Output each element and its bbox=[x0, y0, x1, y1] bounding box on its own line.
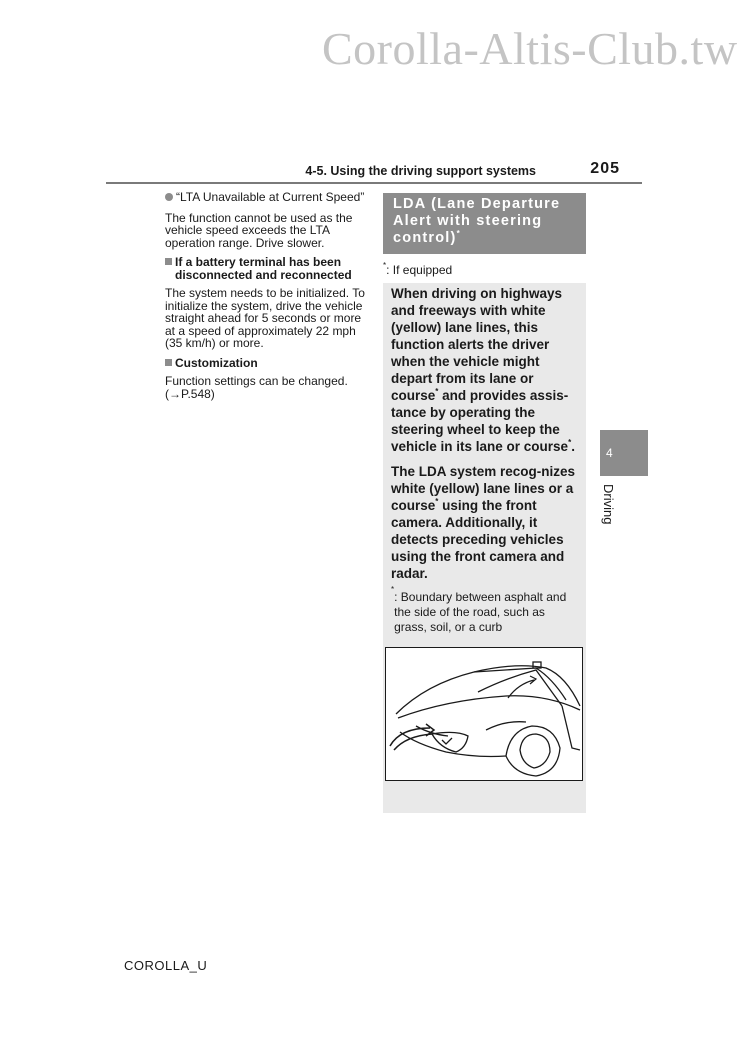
customization-paragraph bbox=[165, 375, 370, 400]
battery-paragraph: The system needs to be initialized. To initialize the system, drive the vehicle straight ahead for 5 seconds or more at a speed of approximately 22 mph (35 km/h) or more. bbox=[165, 286, 365, 350]
right-column bbox=[383, 193, 586, 813]
footnote-text: : Boundary between asphalt and the side of the road, such as grass, soil, or a curb bbox=[394, 590, 567, 634]
description-paragraph-1 bbox=[391, 285, 578, 455]
description-2-part-b: using the front camera. Additionally, it detects preceding vehicles using the front camera and radar. bbox=[391, 498, 565, 581]
car-illustration bbox=[385, 647, 583, 781]
description-2-part-a: The LDA system recog-nizes white (yellow) lane lines or a course bbox=[391, 464, 576, 513]
lda-title-box bbox=[383, 193, 586, 254]
page-reference-link[interactable]: (→P.548) bbox=[165, 386, 215, 401]
battery-heading-text: If a battery terminal has been disconnected and reconnected bbox=[175, 255, 352, 282]
title-line-3-wrap bbox=[393, 230, 576, 247]
chapter-number: 4 bbox=[606, 446, 613, 460]
if-equipped-note bbox=[383, 254, 586, 283]
description-1-part-a: When driving on highways and freeways with white (yellow) lane lines, this function alerts the driver when the vehicle might depart from its lane or course bbox=[391, 286, 563, 403]
title-line-2: Alert with steering bbox=[393, 213, 543, 229]
customization-text: Function settings can be changed. bbox=[165, 374, 348, 388]
section-title: 4-5. Using the driving support systems bbox=[305, 164, 536, 178]
description-1-part-b: and provides assis-tance by operating the steering wheel to keep the vehicle in its lane or course bbox=[391, 388, 569, 454]
car-front-drawing-icon bbox=[386, 648, 581, 779]
customization-heading bbox=[165, 357, 370, 370]
bullet-text: The function cannot be used as the vehicle speed exceeds the LTA operation range. Drive slower. bbox=[165, 210, 353, 250]
page-header bbox=[106, 160, 642, 184]
title-line-1: LDA (Lane Departure bbox=[393, 196, 561, 212]
bullet-dot-icon bbox=[165, 193, 173, 201]
footnote-asterisk: * bbox=[391, 585, 395, 594]
left-column bbox=[165, 191, 370, 400]
description-paragraph-2 bbox=[391, 463, 578, 582]
title-asterisk: * bbox=[456, 229, 461, 238]
footnote bbox=[391, 585, 578, 635]
if-equipped-text: : If equipped bbox=[386, 263, 453, 277]
bullet-item bbox=[165, 191, 370, 204]
title-line-3: control) bbox=[393, 230, 457, 246]
footer-code: COROLLA_U bbox=[124, 958, 208, 973]
chapter-tab[interactable] bbox=[600, 430, 648, 476]
square-bullet-icon bbox=[165, 258, 172, 265]
battery-heading bbox=[165, 256, 370, 281]
chapter-label: Driving bbox=[601, 484, 616, 525]
description-1-asterisk-a: * bbox=[435, 387, 439, 396]
square-bullet-icon bbox=[165, 359, 172, 366]
customization-heading-text: Customization bbox=[175, 355, 258, 370]
description-1-asterisk-b: * bbox=[568, 438, 572, 447]
watermark: Corolla-Altis-Club.tw bbox=[322, 23, 738, 74]
bullet-title: “LTA Unavailable at Current Speed” bbox=[176, 190, 365, 204]
description-1-part-c: . bbox=[571, 439, 575, 454]
description-panel bbox=[383, 283, 586, 813]
equip-asterisk: * bbox=[383, 261, 387, 270]
description-2-asterisk: * bbox=[435, 497, 439, 506]
page-number: 205 bbox=[590, 160, 620, 177]
